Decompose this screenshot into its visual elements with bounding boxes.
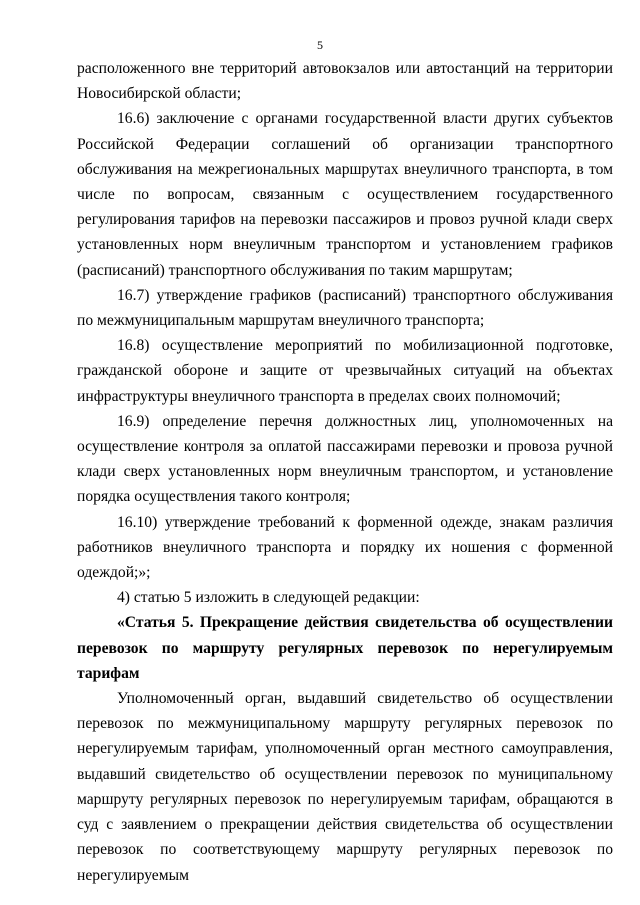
page-number: 5 (317, 38, 323, 52)
paragraph-16-7: 16.7) утверждение графиков (расписаний) транспортного обслуживания по межмуниципальным маршрутам внеуличного транспорта; (77, 286, 613, 330)
paragraph-16-6: 16.6) заключение с органами государственной власти других субъектов Российской Федерации соглашений об организации транспортного обслуживания на межрегиональных маршрутах внеуличного транспорта, в том числе по вопросам, связанным с осуществлением государственного регулирования тарифов на перевозки пассажиров и провоз ручной клади сверх установленных норм внеуличным транспортом и установлением графиков (расписаний) транспортного обслуживания по таким маршрутам; (77, 110, 613, 279)
article-5-heading: «Статья 5. Прекращение действия свидетельства об осуществлении перевозок по маршруту регулярных перевозок по нерегулируемым тарифам (77, 614, 613, 682)
paragraph-16-8: 16.8) осуществление мероприятий по мобилизационной подготовке, гражданской обороне и защите от чрезвычайных ситуаций на объектах инфраструктуры внеуличного транспорта в пределах своих полномочий; (77, 337, 613, 405)
article-5-body: Уполномоченный орган, выдавший свидетельство об осуществлении перевозок по межмуниципальному маршруту регулярных перевозок по нерегулируемым тарифам, уполномоченный орган местного самоуправления, выдавший свидетельство об осуществлении перевозок по муниципальному маршруту регулярных перевозок по нерегулируемым тарифам, обращаются в суд с заявлением о прекращении действия свидетельства об осуществлении перевозок по соответствующему маршруту регулярных перевозок по нерегулируемым (77, 690, 613, 884)
paragraph-16-10: 16.10) утверждение требований к форменной одежде, знакам различия работников внеуличного транспорта и порядку их ношения с форменной одеждой;»; (77, 513, 613, 582)
document-body (77, 56, 613, 888)
paragraph-continuation: расположенного вне территорий автовокзалов или автостанций на территории Новосибирской области; (77, 60, 613, 103)
paragraph-16-9: 16.9) определение перечня должностных лиц, уполномоченных на осуществление контроля за оплатой пассажирами перевозки и провоза ручной клади сверх установленных норм внеуличным транспортом, и установление порядка осуществления такого контроля; (77, 412, 613, 506)
paragraph-item-4: 4) статью 5 изложить в следующей редакции: (117, 589, 420, 607)
